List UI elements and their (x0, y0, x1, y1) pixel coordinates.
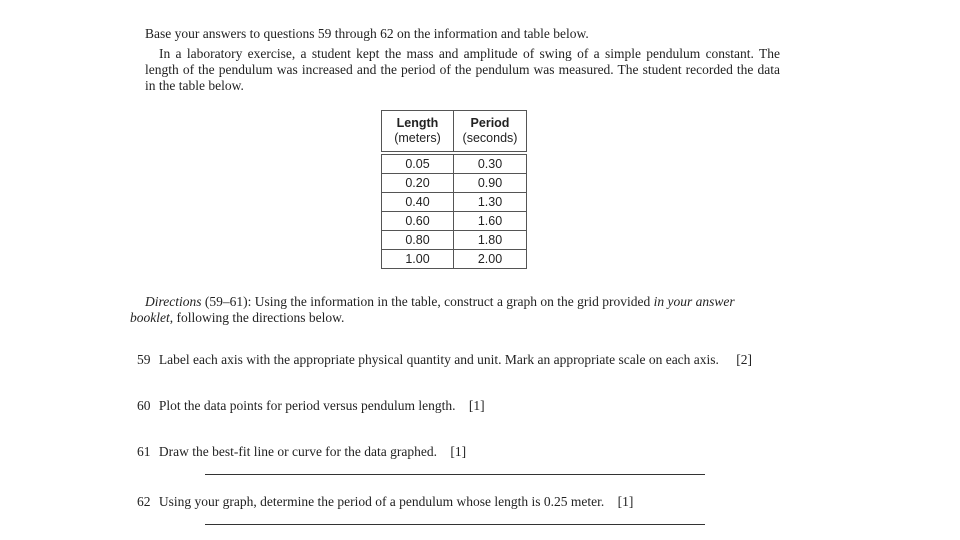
period-cell: 1.80 (454, 231, 527, 250)
length-cell: 0.60 (382, 212, 454, 231)
table-header-row (382, 111, 527, 154)
table-row (382, 174, 527, 193)
table-row (382, 250, 527, 269)
question-text: Using your graph, determine the period of a pendulum whose length is 0.25 meter. (158, 494, 605, 509)
answer-line-61[interactable] (205, 474, 705, 475)
question-marks: [1] (617, 494, 634, 509)
table-row (382, 231, 527, 250)
period-cell: 1.60 (454, 212, 527, 231)
period-cell: 1.30 (454, 193, 527, 212)
question-number: 62 (137, 494, 151, 509)
question-59 (137, 352, 752, 368)
question-number: 59 (137, 352, 151, 367)
question-number: 61 (137, 444, 151, 459)
length-cell: 0.40 (382, 193, 454, 212)
header-period (454, 111, 527, 154)
answer-line-62[interactable] (205, 524, 705, 525)
table-row (382, 153, 527, 174)
directions-label: Directions (145, 294, 202, 309)
length-cell: 1.00 (382, 250, 454, 269)
header-length-unit: (meters) (394, 131, 441, 145)
question-marks: [2] (736, 352, 753, 367)
length-cell: 0.05 (382, 153, 454, 174)
header-length-label: Length (396, 116, 439, 130)
lab-paragraph-text: In a laboratory exercise, a student kept the mass and amplitude of swing of a simple pendulum constant. The length of the pendulum was increased and the period of the pendulum was measured. The student recorded the data in the table below. (145, 46, 780, 93)
table-row (382, 193, 527, 212)
period-cell: 0.90 (454, 174, 527, 193)
directions-paragraph (130, 294, 780, 326)
question-number: 60 (137, 398, 151, 413)
question-text: Plot the data points for period versus pendulum length. (158, 398, 456, 413)
period-cell: 2.00 (454, 250, 527, 269)
table-row (382, 212, 527, 231)
header-length (382, 111, 454, 154)
length-cell: 0.80 (382, 231, 454, 250)
question-marks: [1] (468, 398, 485, 413)
header-period-unit: (seconds) (462, 131, 518, 145)
question-text: Label each axis with the appropriate physical quantity and unit. Mark an appropriate scale on each axis. (158, 352, 719, 367)
question-62 (137, 494, 633, 510)
directions-rest: , following the directions below. (169, 310, 345, 325)
header-period-label: Period (470, 116, 510, 130)
intro-text: Base your answers to questions 59 through 62 on the information and table below. (145, 26, 589, 41)
question-61 (137, 444, 466, 460)
directions-emphasis: in your answer booklet (130, 294, 735, 325)
data-table (381, 110, 527, 269)
directions-range: (59–61): Using the information in the table, construct a graph on the grid provided (204, 294, 651, 309)
period-cell: 0.30 (454, 153, 527, 174)
lab-paragraph (145, 46, 780, 94)
question-60 (137, 398, 485, 414)
question-marks: [1] (450, 444, 467, 459)
length-cell: 0.20 (382, 174, 454, 193)
question-text: Draw the best-fit line or curve for the data graphed. (158, 444, 438, 459)
